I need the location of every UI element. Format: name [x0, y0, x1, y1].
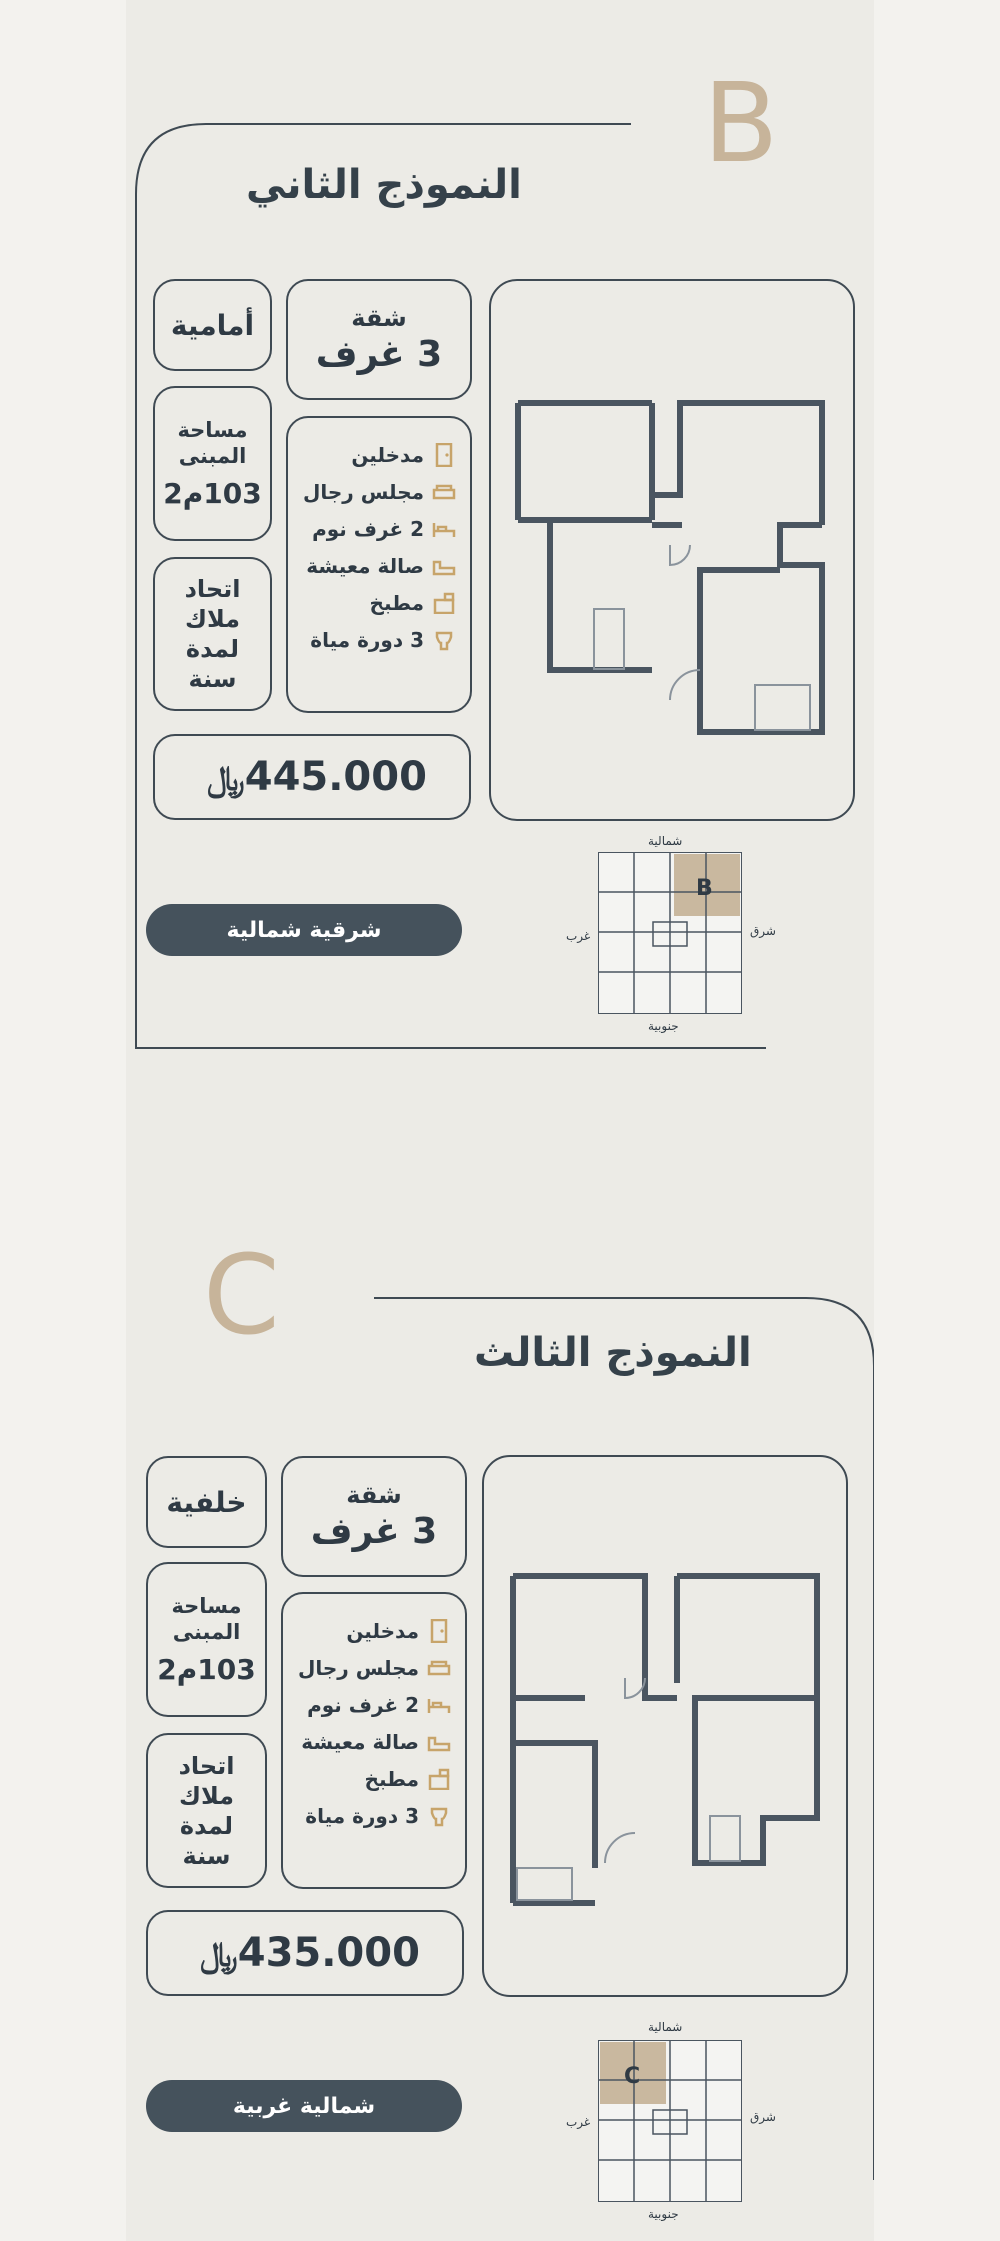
feature-label: مدخلين — [346, 1618, 419, 1643]
sofa-icon — [432, 480, 456, 504]
toilet-icon — [432, 628, 456, 652]
feature-label: 2 غرف نوم — [307, 1692, 419, 1717]
feature-label: مجلس رجال — [298, 1655, 419, 1680]
sofa-icon — [427, 1656, 451, 1680]
price-box — [146, 1910, 464, 1996]
building-mini-map — [598, 852, 742, 1014]
apartment-type: شقة — [346, 1481, 402, 1509]
feature-item — [283, 1649, 451, 1686]
north-label: شمالية — [648, 834, 683, 848]
area-label-2: المبنى — [172, 1620, 241, 1644]
riyal-icon: ﷼ — [200, 1935, 238, 1975]
ownership-line: ملاك — [184, 605, 241, 633]
area-box — [146, 1562, 267, 1717]
feature-label: صالة معيشة — [301, 1729, 419, 1754]
feature-label: مجلس رجال — [303, 479, 424, 504]
north-label: شمالية — [648, 2020, 683, 2034]
door-icon — [427, 1619, 451, 1643]
feature-item — [283, 1612, 451, 1649]
price-value: 445.000 — [244, 754, 427, 800]
area-label: مساحة — [177, 417, 248, 442]
feature-label: 3 دورة مياة — [310, 627, 424, 652]
model-letter: C — [203, 1231, 280, 1359]
east-label: شرق — [750, 924, 776, 938]
features-list — [281, 1592, 467, 1889]
ownership-line: لمدة — [185, 635, 240, 663]
feature-label: مدخلين — [351, 442, 424, 467]
position-label: أمامية — [170, 308, 255, 342]
area-label-2: المبنى — [178, 444, 247, 468]
lounge-icon — [427, 1730, 451, 1754]
kitchen-icon — [427, 1767, 451, 1791]
ownership-line: اتحاد — [178, 1751, 235, 1780]
mini-map-marker: C — [624, 2064, 641, 2089]
feature-item — [283, 1797, 451, 1834]
ownership-line: سنة — [188, 665, 237, 693]
area-value: 103م2 — [157, 1653, 256, 1687]
feature-item — [288, 473, 456, 510]
orientation-button[interactable]: شمالية غربية — [146, 2080, 462, 2132]
rooms-count: 3 غرف — [315, 334, 443, 375]
price-value: 435.000 — [237, 1930, 420, 1976]
building-mini-map — [598, 2040, 742, 2202]
feature-label: مطبخ — [364, 1766, 419, 1791]
feature-item — [288, 584, 456, 621]
east-label: شرق — [750, 2110, 776, 2124]
ownership-line: ملاك — [178, 1781, 235, 1810]
kitchen-icon — [432, 591, 456, 615]
price-box — [153, 734, 471, 820]
bed-icon — [432, 517, 456, 541]
area-label: مساحة — [171, 1593, 242, 1618]
floor-plan-c — [505, 1568, 830, 1913]
riyal-icon: ﷼ — [207, 759, 245, 799]
feature-label: 3 دورة مياة — [305, 1803, 419, 1828]
feature-item — [288, 436, 456, 473]
rooms-count: 3 غرف — [310, 1511, 438, 1552]
lounge-icon — [432, 554, 456, 578]
feature-label: مطبخ — [369, 590, 424, 615]
features-list — [286, 416, 472, 713]
area-box — [153, 386, 272, 541]
feature-item — [283, 1723, 451, 1760]
feature-label: صالة معيشة — [306, 553, 424, 578]
ownership-box — [153, 557, 272, 711]
position-label: خلفية — [166, 1485, 247, 1519]
area-value: 103م2 — [163, 477, 262, 511]
south-label: جنوبية — [648, 2207, 679, 2221]
apartment-type: شقة — [351, 304, 407, 332]
feature-item — [288, 621, 456, 658]
ownership-line: سنة — [182, 1841, 231, 1870]
orientation-button[interactable]: شرقية شمالية — [146, 904, 462, 956]
apartment-type-box — [281, 1456, 467, 1577]
floor-plan-b — [510, 395, 835, 740]
feature-label: 2 غرف نوم — [312, 516, 424, 541]
apartment-type-box — [286, 279, 472, 400]
door-icon — [432, 443, 456, 467]
west-label: غرب — [566, 929, 591, 943]
model-letter: B — [703, 59, 779, 187]
ownership-box — [146, 1733, 267, 1888]
model-title: النموذج الثالث — [474, 1330, 752, 1376]
ownership-line: لمدة — [179, 1811, 234, 1840]
west-label: غرب — [566, 2115, 591, 2129]
mini-map-marker: B — [696, 876, 713, 901]
position-box — [153, 279, 272, 371]
feature-item — [288, 547, 456, 584]
model-title: النموذج الثاني — [246, 162, 522, 208]
ownership-line: اتحاد — [184, 575, 241, 603]
bed-icon — [427, 1693, 451, 1717]
feature-item — [288, 510, 456, 547]
position-box — [146, 1456, 267, 1548]
feature-item — [283, 1760, 451, 1797]
toilet-icon — [427, 1804, 451, 1828]
south-label: جنوبية — [648, 1019, 679, 1033]
feature-item — [283, 1686, 451, 1723]
